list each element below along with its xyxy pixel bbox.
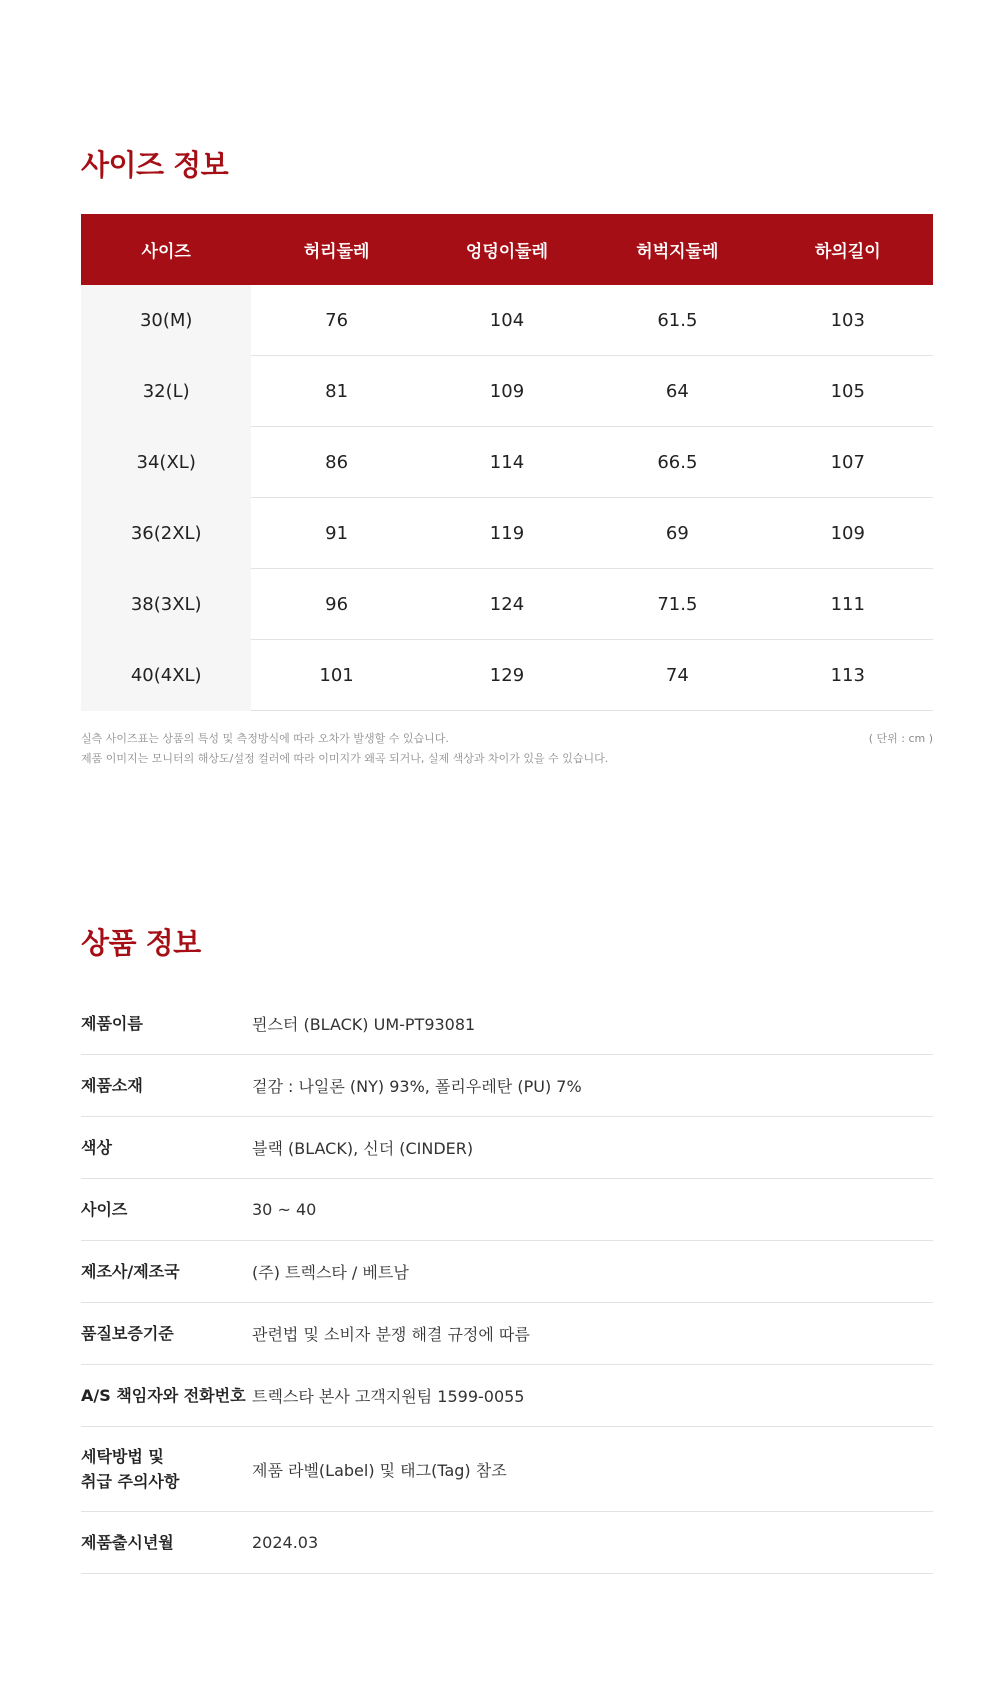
info-value: (주) 트렉스타 / 베트남: [252, 1263, 409, 1282]
info-label: 제품소재: [81, 1076, 143, 1095]
info-label-line: 취급 주의사항: [81, 1472, 180, 1491]
hip-cell: 114: [422, 427, 592, 498]
thigh-cell: 69: [592, 498, 762, 569]
table-row: [81, 640, 933, 711]
size-cell: 40(4XL): [81, 640, 251, 711]
info-row-manufacturer: [81, 1241, 933, 1303]
size-cell: 32(L): [81, 356, 251, 427]
size-table-header-row: [81, 214, 933, 285]
info-label-line: 세탁방법 및: [81, 1447, 164, 1466]
info-label: 제품이름: [81, 1014, 143, 1033]
info-label: 품질보증기준: [81, 1324, 174, 1343]
size-cell: 30(M): [81, 285, 251, 356]
size-note-color: 제품 이미지는 모니터의 해상도/설정 컬러에 따라 이미지가 왜곡 되거나, 실제 색상과 차이가 있을 수 있습니다.: [81, 752, 609, 765]
header-waist: 허리둘레: [251, 214, 421, 285]
info-label: 사이즈: [81, 1200, 128, 1219]
unit-label: ( 단위 : cm ): [868, 732, 933, 745]
waist-cell: 86: [251, 427, 421, 498]
info-value: 관련법 및 소비자 분쟁 해결 규정에 따름: [252, 1325, 530, 1344]
length-cell: 111: [763, 569, 933, 640]
info-value: 블랙 (BLACK), 신더 (CINDER): [252, 1139, 474, 1158]
size-notes: [81, 729, 608, 769]
info-row-size: [81, 1179, 933, 1241]
info-row-quality: [81, 1303, 933, 1365]
hip-cell: 104: [422, 285, 592, 356]
hip-cell: 124: [422, 569, 592, 640]
info-row-care: [81, 1427, 933, 1512]
info-row-release-date: [81, 1512, 933, 1574]
length-cell: 103: [763, 285, 933, 356]
info-row-material: [81, 1055, 933, 1117]
table-row: [81, 356, 933, 427]
size-note-measurement: 실측 사이즈표는 상품의 특성 및 측정방식에 따라 오차가 발생할 수 있습니다.: [81, 732, 449, 745]
product-info-title: 상품 정보: [81, 926, 201, 960]
size-table: [81, 214, 933, 711]
table-row: [81, 569, 933, 640]
thigh-cell: 64: [592, 356, 762, 427]
length-cell: 107: [763, 427, 933, 498]
thigh-cell: 74: [592, 640, 762, 711]
info-label: 색상: [81, 1138, 112, 1157]
thigh-cell: 61.5: [592, 285, 762, 356]
table-row: [81, 427, 933, 498]
info-label: [81, 1444, 252, 1494]
header-length: 하의길이: [763, 214, 933, 285]
length-cell: 113: [763, 640, 933, 711]
hip-cell: 129: [422, 640, 592, 711]
waist-cell: 91: [251, 498, 421, 569]
length-cell: 109: [763, 498, 933, 569]
length-cell: 105: [763, 356, 933, 427]
waist-cell: 96: [251, 569, 421, 640]
table-row: [81, 498, 933, 569]
header-thigh: 허벅지둘레: [592, 214, 762, 285]
thigh-cell: 66.5: [592, 427, 762, 498]
thigh-cell: 71.5: [592, 569, 762, 640]
size-cell: 38(3XL): [81, 569, 251, 640]
info-label: A/S 책임자와 전화번호: [81, 1386, 246, 1405]
info-label: 제조사/제조국: [81, 1262, 180, 1281]
header-size: 사이즈: [81, 214, 251, 285]
info-value: 제품 라벨(Label) 및 태그(Tag) 참조: [252, 1460, 507, 1480]
info-value: 겉감 : 나일론 (NY) 93%, 폴리우레탄 (PU) 7%: [252, 1077, 582, 1096]
size-cell: 36(2XL): [81, 498, 251, 569]
header-hip: 엉덩이둘레: [422, 214, 592, 285]
hip-cell: 119: [422, 498, 592, 569]
hip-cell: 109: [422, 356, 592, 427]
info-row-color: [81, 1117, 933, 1179]
info-row-product-name: [81, 993, 933, 1055]
size-cell: 34(XL): [81, 427, 251, 498]
info-label: 제품출시년월: [81, 1533, 174, 1552]
waist-cell: 76: [251, 285, 421, 356]
size-info-title: 사이즈 정보: [81, 148, 229, 182]
info-value: 뮌스터 (BLACK) UM-PT93081: [252, 1015, 476, 1034]
info-row-as-contact: [81, 1365, 933, 1427]
info-value: 30 ~ 40: [252, 1200, 317, 1219]
waist-cell: 81: [251, 356, 421, 427]
waist-cell: 101: [251, 640, 421, 711]
info-value: 트렉스타 본사 고객지원팀 1599-0055: [252, 1387, 525, 1406]
info-value: 2024.03: [252, 1533, 319, 1552]
table-row: [81, 285, 933, 356]
product-info-list: [81, 993, 933, 1574]
